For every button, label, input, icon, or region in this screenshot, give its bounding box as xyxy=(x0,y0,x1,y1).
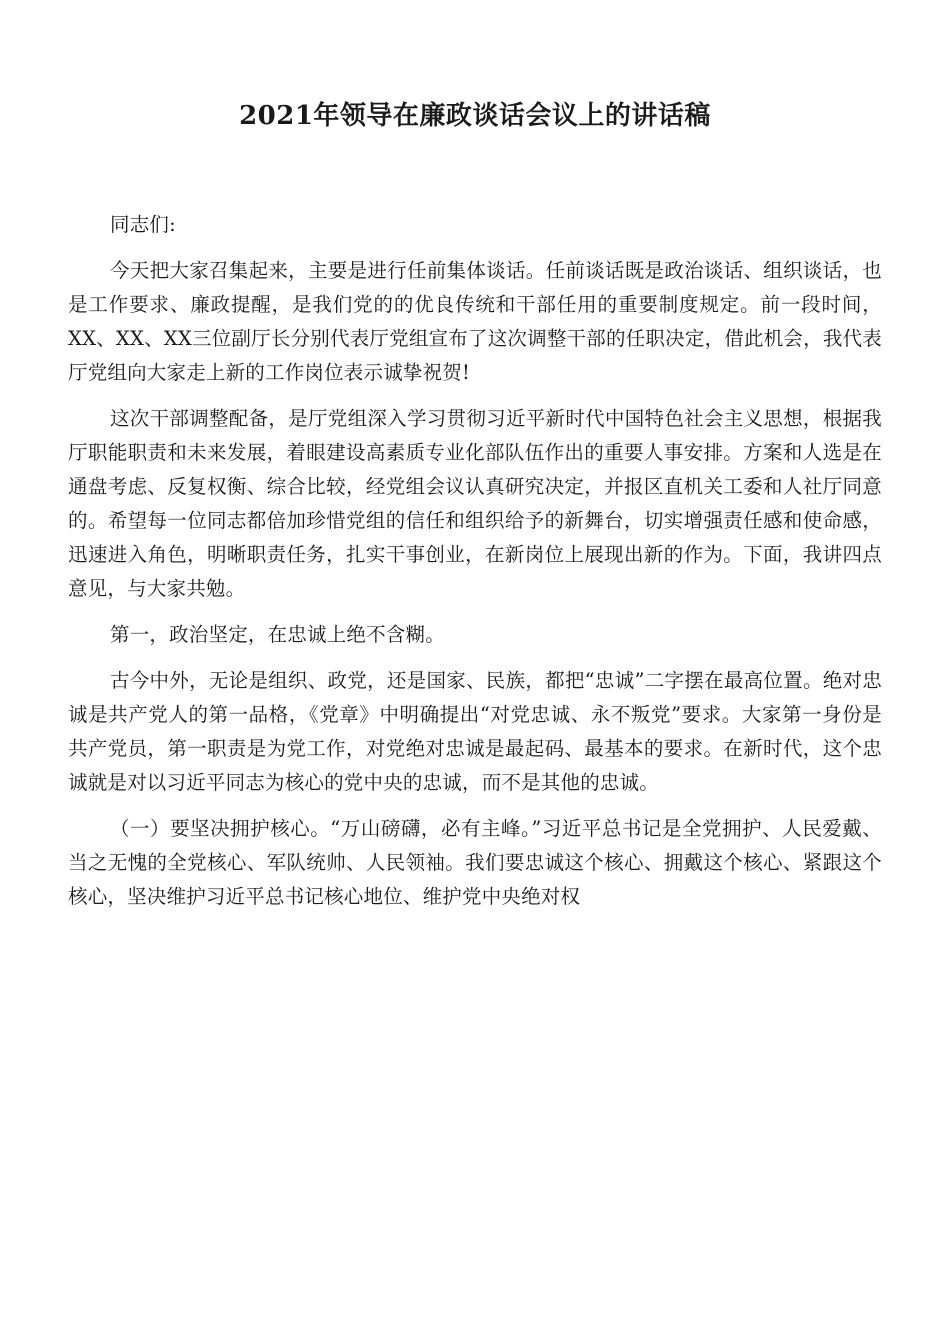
paragraph-2: 这次干部调整配备，是厅党组深入学习贯彻习近平新时代中国特色社会主义思想，根据我厅职能职责和未来发展，着眼建设高素质专业化部队伍作出的重要人事安排。方案和人选是在通盘考虑、反复权衡、综合比较，经党组会议认真研究决定，并报区直机关工委和人社厅同意的。希望每一位同志都倍加珍惜党组的信任和组织给予的新舞台，切实增强责任感和使命感，迅速进入角色，明晰职责任务，扎实干事创业，在新岗位上展现出新的作为。下面，我讲四点意见，与大家共勉。 xyxy=(68,407,882,600)
document-body xyxy=(68,208,882,914)
paragraph-4: 古今中外，无论是组织、政党，还是国家、民族，都把“忠诚”二字摆在最高位置。绝对忠诚是共产党人的第一品格，《党章》中明确提出“对党忠诚、永不叛党”要求。大家第一身份是共产党员，第一职责是为党工作，对党绝对忠诚是最起码、最基本的要求。在新时代，这个忠诚就是对以习近平同志为核心的党中央的忠诚，而不是其他的忠诚。 xyxy=(68,669,882,794)
paragraph-1: 今天把大家召集起来，主要是进行任前集体谈话。任前谈话既是政治谈话、组织谈话，也是工作要求、廉政提醒，是我们党的的优良传统和干部任用的重要制度规定。前一段时间，XX、XX、XX三位副厅长分别代表厅党组宣布了这次调整干部的任职决定，借此机会，我代表厅党组向大家走上新的工作岗位表示诚挚祝贺! xyxy=(68,259,882,384)
paragraph-5: （一）要坚决拥护核心。“万山磅礴，必有主峰。”习近平总书记是全党拥护、人民爱戴、当之无愧的全党核心、军队统帅、人民领袖。我们要忠诚这个核心、拥戴这个核心、紧跟这个核心，坚决维护习近平总书记核心地位、维护党中央绝对权 xyxy=(68,817,882,908)
paragraph-3-heading: 第一，政治坚定，在忠诚上绝不含糊。 xyxy=(110,623,445,646)
document-title: 2021年领导在廉政谈话会议上的讲话稿 xyxy=(239,101,711,131)
paragraph-greeting: 同志们: xyxy=(110,213,176,236)
